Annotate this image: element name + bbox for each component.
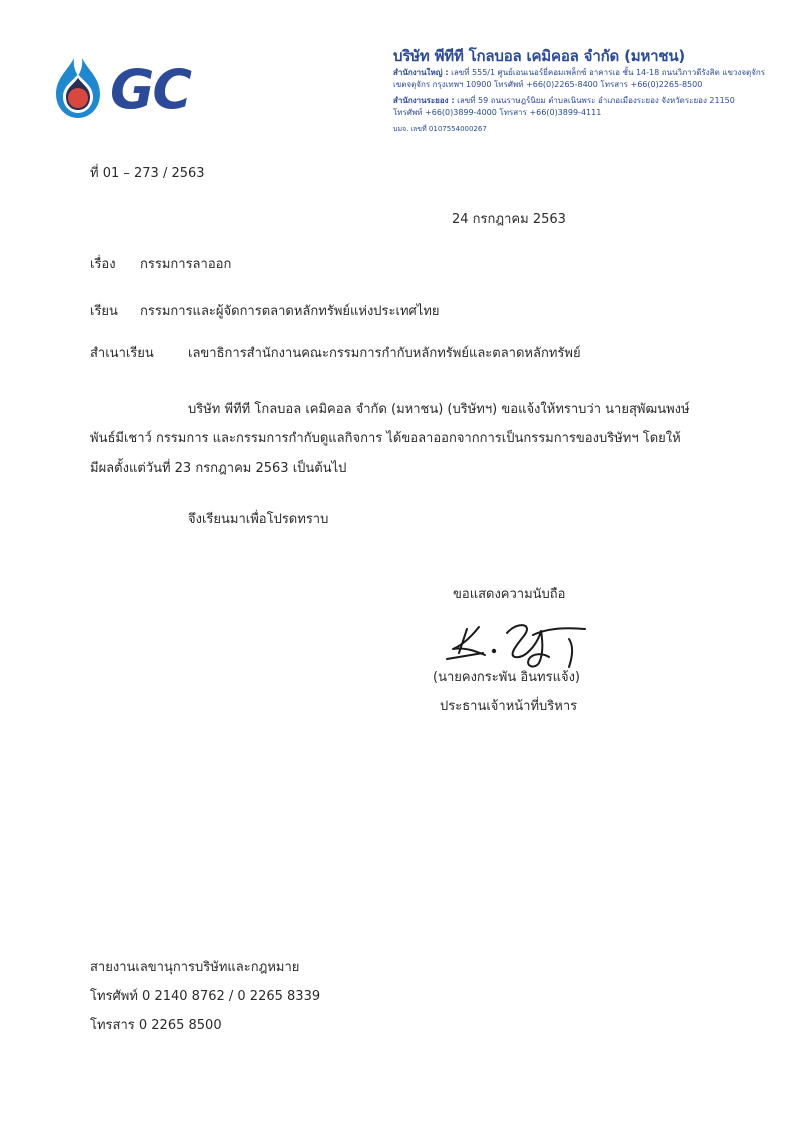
reference-number: ที่ 01 – 273 / 2563 [90,166,205,181]
rayong-office-address: เลขที่ 59 ถนนราษฎร์นิยม ตำบลเนินพระ อำเภอเมืองระยอง จังหวัดระยอง 21150 [457,96,735,105]
rayong-office-label: สำนักงานระยอง : [393,96,455,105]
contact-telephone: โทรศัพท์ 0 2140 8762 / 0 2265 8339 [90,989,321,1004]
body-line-3: มีผลตั้งแต่วันที่ 23 กรกฎาคม 2563 เป็นต้นไป [90,461,347,476]
subject-value: กรรมการลาออก [140,257,232,272]
cc-label: สำเนาเรียน [90,346,154,361]
body-line-1: บริษัท พีทีที โกลบอล เคมิคอล จำกัด (มหาชน) (บริษัทฯ) ขอแจ้งให้ทราบว่า นายสุพัฒนพงษ์ [188,402,690,417]
closing-request: จึงเรียนมาเพื่อโปรดทราบ [188,512,329,527]
gc-flame-drop-icon [54,52,229,122]
rayong-office-address-line1 [393,95,798,106]
department-name: สายงานเลขานุการบริษัทและกฎหมาย [90,960,300,975]
regards: ขอแสดงความนับถือ [453,587,566,602]
recipient-value: กรรมการและผู้จัดการตลาดหลักทรัพย์แห่งประเทศไทย [140,304,440,319]
svg-text:GC: GC [110,58,190,121]
company-logo [54,52,229,122]
recipient-label: เรียน [90,304,118,319]
head-office-address-line2: เขตจตุจักร กรุงเทพฯ 10900 โทรศัพท์ +66(0)2265-8400 โทรสาร +66(0)2265-8500 [393,80,703,89]
subject-label: เรื่อง [90,257,116,272]
head-office-address: เลขที่ 555/1 ศูนย์เอนเนอร์ยี่คอมเพล็กซ์ อาคารเอ ชั้น 14-18 ถนนวิภาวดีรังสิต แขวงจตุจักร [451,68,766,77]
head-office-address-line1 [393,67,798,78]
signer-name: (นายคงกระพัน อินทรแจ้ง) [433,670,581,685]
company-letterhead [393,46,798,135]
contact-fax: โทรสาร 0 2265 8500 [90,1018,222,1033]
cc-value: เลขาธิการสำนักงานคณะกรรมการกำกับหลักทรัพย์และตลาดหลักทรัพย์ [188,346,581,361]
head-office-label: สำนักงานใหญ่ : [393,68,449,77]
company-name: บริษัท พีทีที โกลบอล เคมิคอล จำกัด (มหาชน) [393,47,686,65]
registration-number: บมจ. เลขที่ 0107554000267 [393,125,487,133]
rayong-office-address-line2: โทรศัพท์ +66(0)3899-4000 โทรสาร +66(0)3899-4111 [393,108,602,117]
body-line-2: พันธ์มีเชาว์ กรรมการ และกรรมการกำกับดูแลกิจการ ได้ขอลาออกจากการเป็นกรรมการของบริษัทฯ โดยให้ [90,431,681,446]
signature-icon [445,615,590,675]
letter-date: 24 กรกฎาคม 2563 [452,212,566,227]
signer-title: ประธานเจ้าหน้าที่บริหาร [440,699,578,714]
